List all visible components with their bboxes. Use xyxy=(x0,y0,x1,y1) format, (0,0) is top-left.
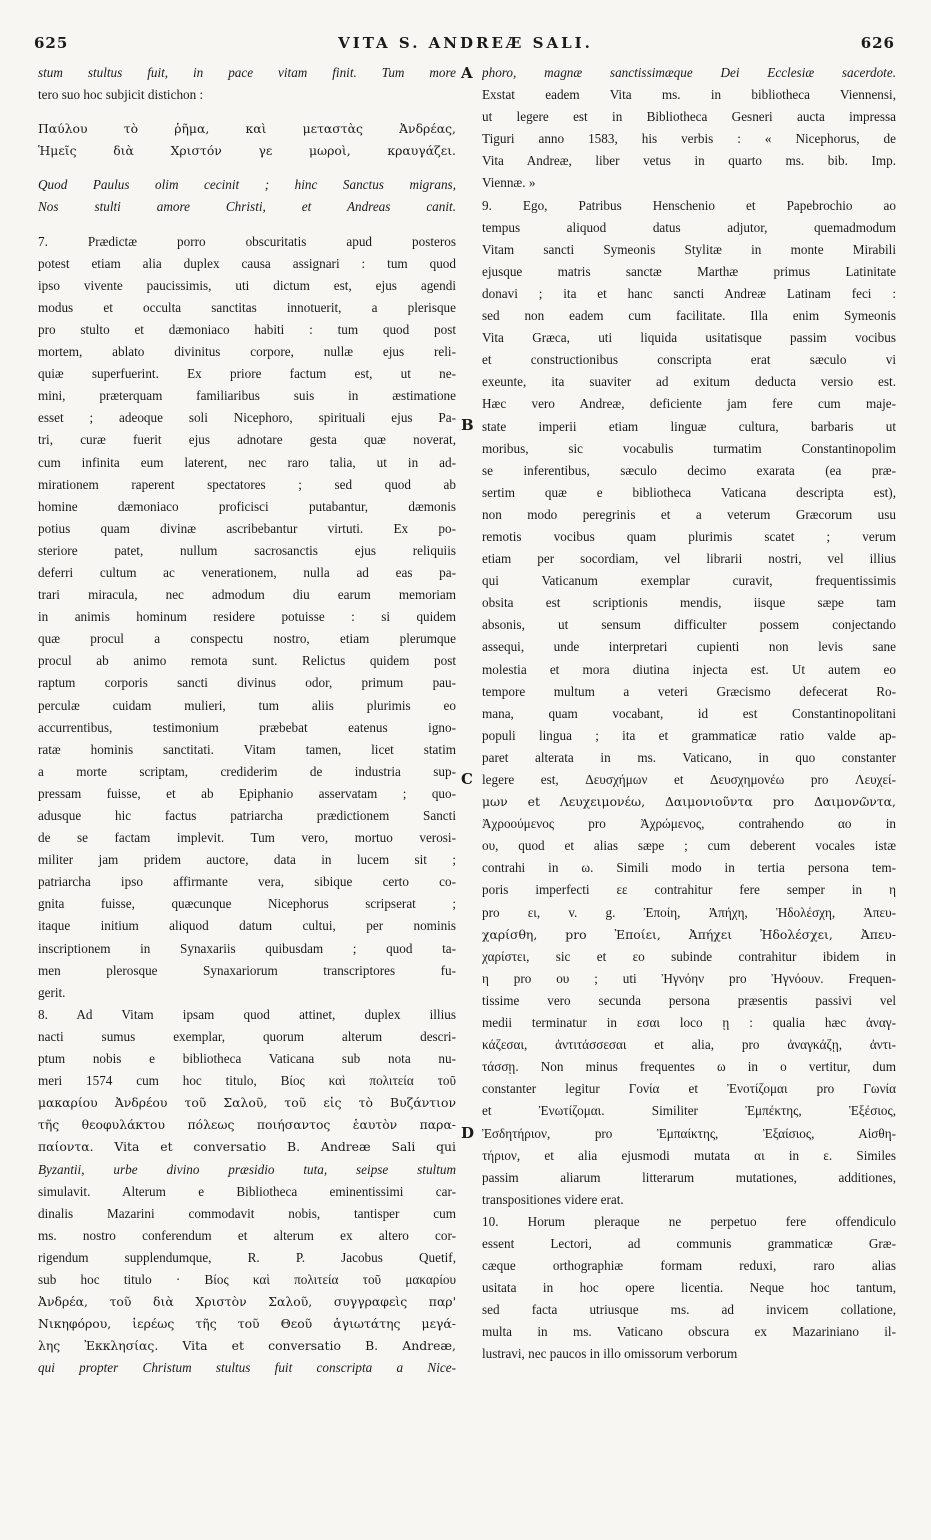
text-line: potius quam divinæ ascribebantur virtuti. Ex po- xyxy=(38,520,456,536)
right-text-column xyxy=(482,62,896,1366)
text-line: phoro, magnæ sanctissimæque Dei Ecclesiæ sacerdote. xyxy=(482,65,896,80)
text-line: mini, præterquam familiaribus suis in æstimatione xyxy=(38,388,456,404)
text-line: quiæ superfuerint. Ex priore factum est, ut ne- xyxy=(38,366,456,382)
text-line: παίοντα. Vita et conversatio B. Andreæ Sali qui xyxy=(38,1139,456,1155)
text-line: patriarcha ipso affirmante vera, sibique certo co- xyxy=(38,874,456,890)
margin-letter-d: D xyxy=(461,1124,475,1142)
text-line: perculæ cuidam mulieri, tum aliis plurimis eo xyxy=(38,697,456,713)
text-line: mortem, ablato divinitus corpore, nullæ ejus reli- xyxy=(38,344,456,360)
text-line: constanter legitur Γονία et Ἐνοτίζομαι pro Γωνία xyxy=(482,1081,896,1097)
text-line: procul ab animo remota sunt. Relictus quidem post xyxy=(38,653,456,669)
text-line: 8. Ad Vitam ipsam quod attinet, duplex illius xyxy=(38,1006,456,1022)
text-line: Nos stulti amore Christi, et Andreas canit. xyxy=(38,199,456,215)
text-line: esset ; adeoque soli Nicephoro, spirituali ejus Pa- xyxy=(38,410,456,426)
text-line: essent Lectori, ad communis grammaticæ Græ- xyxy=(482,1235,896,1251)
text-line: pressam fuisse, et ab Epiphanio asservatam ; quo- xyxy=(38,785,456,801)
text-line: mana, quam vocabant, id est Constantinopolitani xyxy=(482,705,896,721)
text-line: in animis hominum residere potuisse : si quidem xyxy=(38,609,456,625)
text-line: a morte scriptam, crediderim de industria sup- xyxy=(38,763,456,779)
text-line: se inferentibus, sæculo decimo exarata (ea præ- xyxy=(482,462,896,478)
text-line: moribus, sic vocabulis turmatim Constantinopolim xyxy=(482,440,896,456)
text-line: μων et Λευχειμονέω, Δαιμονιοῦντα pro Δαιμονῶντα, xyxy=(482,794,896,810)
text-line: homine dæmoniaco proficisci putabantur, dæmonis xyxy=(38,498,456,514)
text-line: itaque initium aliquod datum cultui, per nominis xyxy=(38,918,456,934)
text-line: non modo peregrinis et a veterum Græcorum usu xyxy=(482,506,896,522)
text-line: pro ει, v. g. Ἐποίη, Ἀπήχη, Ἠδολέσχη, Ἀπευ- xyxy=(482,904,896,920)
text-line: gnita fuisse, quæcunque Nicephorus scripserat ; xyxy=(38,896,456,912)
text-line: cæque orthographiæ formam reduxi, raro alias xyxy=(482,1258,896,1274)
text-line: Vita Andreæ, liber vetus in quarto ms. bib. Imp. xyxy=(482,153,896,169)
text-line: pro stulto et dæmoniaco habiti : tum quod post xyxy=(38,321,456,337)
paragraph-gap xyxy=(38,106,456,118)
text-line: dinalis Mazarini commodavit nobis, tantisper cum xyxy=(38,1205,456,1221)
text-line: Ἀνδρέα, τοῦ διὰ Χριστὸν Σαλοῦ, συγγραφεὶς παρ' xyxy=(38,1294,456,1310)
text-line: 10. Horum pleraque ne perpetuo fere offendiculo xyxy=(482,1213,896,1229)
text-line: multa in ms. Vaticano obscura ex Mazariniano il- xyxy=(482,1324,896,1340)
text-line: Byzantii, urbe divino præsidio tuta, seipse stultum xyxy=(38,1161,456,1177)
text-line: obsita est scriptionis mendis, iisque sæpe tam xyxy=(482,595,896,611)
text-line: sub hoc titulo · Βίος καὶ πολιτεία τοῦ μακαρίου xyxy=(38,1271,456,1287)
text-line: μακαρίου Ἀνδρέου τοῦ Σαλοῦ, τοῦ εἰς τὸ Βυζάντιον xyxy=(38,1095,456,1111)
text-line: mirationem raperent spectatores ; sed quod ab xyxy=(38,476,456,492)
text-line: Tiguri anno 1583, his verbis : « Nicephorus, de xyxy=(482,131,896,147)
text-line: nacti sumus exemplar, quorum alterum descri- xyxy=(38,1028,456,1044)
text-line: assequi, unde interpretari cupienti non levis sane xyxy=(482,639,896,655)
left-text-column xyxy=(38,62,456,1379)
text-line: λης Ἐκκλησίας. Vita et conversatio B. Andreæ, xyxy=(38,1338,456,1354)
text-line: τάσσῃ. Non minus frequentes ω in ο vertitur, dum xyxy=(482,1059,896,1075)
running-title: VITA S. ANDREÆ SALI. xyxy=(338,34,593,52)
page-number-left: 625 xyxy=(34,34,69,52)
text-line: adusque hic factus patriarcha prædictionem Sancti xyxy=(38,808,456,823)
text-line: Exstat eadem Vita ms. in bibliotheca Viennensi, xyxy=(482,87,896,103)
text-line: quæ procul a conspectu nostro, etiam plerumque xyxy=(38,631,456,647)
margin-letter-b: B xyxy=(461,416,474,434)
text-line: absonis, ut sensum difficulter possem conjectando xyxy=(482,617,896,633)
text-line: paret alterata in ms. Vaticano, in quo constanter xyxy=(482,749,896,765)
text-line: sertim quæ e bibliotheca Vaticana descripta est), xyxy=(482,484,896,500)
text-line: ου, quod et alias sæpe ; cum deberent vocales istæ xyxy=(482,838,896,854)
text-line: Vitam sancti Symeonis Stylitæ in monte Mirabili xyxy=(482,241,896,257)
text-line: Hæc vero Andreæ, deficiente jam fere cum maje- xyxy=(482,396,896,412)
text-line: Vita Græca, uti liquida usitatisque passim vocibus xyxy=(482,330,896,346)
text-line: tri, curæ fuerit ejus adnotare gesta quæ noverat, xyxy=(38,432,456,448)
text-line: stum stultus fuit, in pace vitam finit. Tum more xyxy=(38,65,456,80)
text-line: et Ἐνωτίζομαι. Similiter Ἐμπέκτης, Ἐξέσιος, xyxy=(482,1103,896,1119)
text-line: cum infinita eum laterent, nec raro talia, ut in ad- xyxy=(38,454,456,470)
text-line: de se factam implevit. Tum vero, mortuo verosi- xyxy=(38,830,456,846)
text-line: simulavit. Alterum e Bibliotheca eminentissimi car- xyxy=(38,1183,456,1199)
text-line: etiam per socordiam, vel librarii nostri, vel illius xyxy=(482,551,896,567)
text-line: η pro ου ; uti Ἠγνόην pro Ἠγνόουν. Frequen- xyxy=(482,970,896,986)
text-line: steriore patet, nullum sacrosanctis ejus reliquiis xyxy=(38,542,456,558)
text-line: militer jam pridem auctore, data in lucem sit ; xyxy=(38,852,456,868)
text-line: passim aliarum litterarum mutationes, additiones, xyxy=(482,1169,896,1185)
text-line: χαρίστει, sic et εο subinde contrahitur ibidem in xyxy=(482,948,896,964)
text-line: ipso vivente paucissimis, uti dictum est, ejus agendi xyxy=(38,277,456,293)
text-line: τῆς θεοφυλάκτου πόλεως ποιήσαντος ἑαυτὸν παρα- xyxy=(38,1117,456,1133)
text-line: Νικηφόρου, ἱερέως τῆς τοῦ Θεοῦ ἁγιωτάτης μεγά- xyxy=(38,1316,456,1332)
margin-letter-c: C xyxy=(461,770,473,788)
text-line: rigendum supplendumque, R. P. Jacobus Quetif, xyxy=(38,1249,456,1265)
text-line: state imperii etiam linguæ cultura, barbaris ut xyxy=(482,418,896,434)
text-line: tero suo hoc subjicit distichon : xyxy=(38,87,204,103)
text-line: ut legere est in Bibliotheca Gesneri aucta impressa xyxy=(482,109,896,125)
text-line: remotis vocibus quam plurimis scatet ; verum xyxy=(482,528,896,544)
paragraph-gap xyxy=(38,219,456,231)
text-line: χαρίσθη, pro Ἐποίει, Ἀπήχει Ἠδολέσχει, Ἀπευ- xyxy=(482,926,896,942)
text-line: tempus aliquod datus adjutor, quemadmodum xyxy=(482,219,896,235)
text-line: ptum nobis e bibliotheca Vaticana sub nota nu- xyxy=(38,1051,456,1067)
text-line: modus et occulta sanctitas innotuerit, a plerisque xyxy=(38,299,456,315)
text-line: tissime vero secunda persona præsentis passivi vel xyxy=(482,992,896,1008)
text-line: accurrentibus, testimonium præbebat eatenus igno- xyxy=(38,719,456,735)
text-line: Παύλου τὸ ῥῆμα, καὶ μεταστὰς Ἀνδρέας, xyxy=(38,121,456,137)
text-line: transpositiones videre erat. xyxy=(482,1191,624,1207)
text-line: usitata in hoc opere licentia. Neque hoc tantum, xyxy=(482,1280,896,1296)
text-line: meri 1574 cum hoc titulo, Βίος καὶ πολιτεία τοῦ xyxy=(38,1073,456,1089)
text-line: Ἀχροούμενος pro Ἀχρώμενος, contrahendo αο in xyxy=(482,816,896,832)
text-line: deferri cultum ac venerationem, nulla ad eas pa- xyxy=(38,564,456,580)
text-line: exeunte, ita suaviter ad exitum deducta versio est. xyxy=(482,374,896,390)
text-line: 9. Ego, Patribus Henschenio et Papebrochio ao xyxy=(482,197,896,213)
text-line: donavi ; ita et hanc sancti Andreæ Latinam feci : xyxy=(482,285,896,301)
text-line: ejusque matris sanctæ Marthæ primus Latinitate xyxy=(482,263,896,279)
text-line: tempore multum a veteri Græcismo defecerat Ro- xyxy=(482,683,896,699)
text-line: Ἐσδητήριον, pro Ἐμπαίκτης, Ἐξαίσιος, Αἰσθη- xyxy=(482,1125,896,1141)
paragraph-gap xyxy=(38,162,456,174)
text-line: qui propter Christum stultus fuit conscripta a Nice- xyxy=(38,1360,456,1376)
text-line: sed non eadem cum facilitate. Illa enim Symeonis xyxy=(482,308,896,324)
text-line: medii terminatur in εσαι loco ῃ : qualia hæc ἀναγ- xyxy=(482,1015,896,1031)
text-line: κάζεσαι, ἀντιτάσσεσαι et alia, pro ἀναγκάζῃ, ἀντι- xyxy=(482,1037,896,1053)
text-line: ratæ hominis sanctitati. Vitam tamen, licet statim xyxy=(38,741,456,757)
text-line: lustravi, nec paucos in illo omissorum verborum xyxy=(482,1346,738,1362)
text-line: Quod Paulus olim cecinit ; hinc Sanctus migrans, xyxy=(38,177,456,193)
text-line: trari miracula, nec admodum diu earum memoriam xyxy=(38,587,456,603)
text-line: men plerosque Synaxariorum transcriptores fu- xyxy=(38,962,456,978)
text-line: Ἡμεῖς διὰ Χριστόν γε μωροὶ, κραυγάζει. xyxy=(38,143,456,159)
text-line: legere est, Δευσχήμων et Δευσχημονέω pro Λευχεί- xyxy=(482,772,896,787)
text-line: inscriptionem in Synaxariis quibusdam ; quod ta- xyxy=(38,940,456,956)
text-line: τήριον, et alia ejusmodi mutata αι in ε. Similes xyxy=(482,1147,896,1163)
text-line: raptum corporis sancti divinus odor, primum pau- xyxy=(38,675,456,691)
text-line: qui Vaticanum exemplar curavit, frequentissimis xyxy=(482,573,896,589)
text-line: poris imperfecti εε contrahitur fere semper in η xyxy=(482,882,896,898)
text-line: ms. nostro conferendum et alterum ex altero cor- xyxy=(38,1227,456,1243)
text-line: molestia et mora diutina injecta est. Ut autem eo xyxy=(482,661,896,677)
page-number-right: 626 xyxy=(860,34,895,52)
text-line: Viennæ. » xyxy=(482,175,536,191)
margin-letter-a: A xyxy=(461,64,473,82)
text-line: contrahi in ω. Simili modo in tertia persona tem- xyxy=(482,860,896,876)
text-line: potest etiam alia duplex causa assignari : tum quod xyxy=(38,255,456,271)
text-line: gerit. xyxy=(38,984,66,1000)
text-line: et constructionibus conscripta erat sæculo vi xyxy=(482,352,896,368)
text-line: sed facta utriusque ms. ad invicem collatione, xyxy=(482,1302,896,1318)
text-line: populi lingua ; ita et grammaticæ ratio valde ap- xyxy=(482,727,896,743)
text-line: 7. Prædictæ porro obscuritatis apud posteros xyxy=(38,233,456,249)
